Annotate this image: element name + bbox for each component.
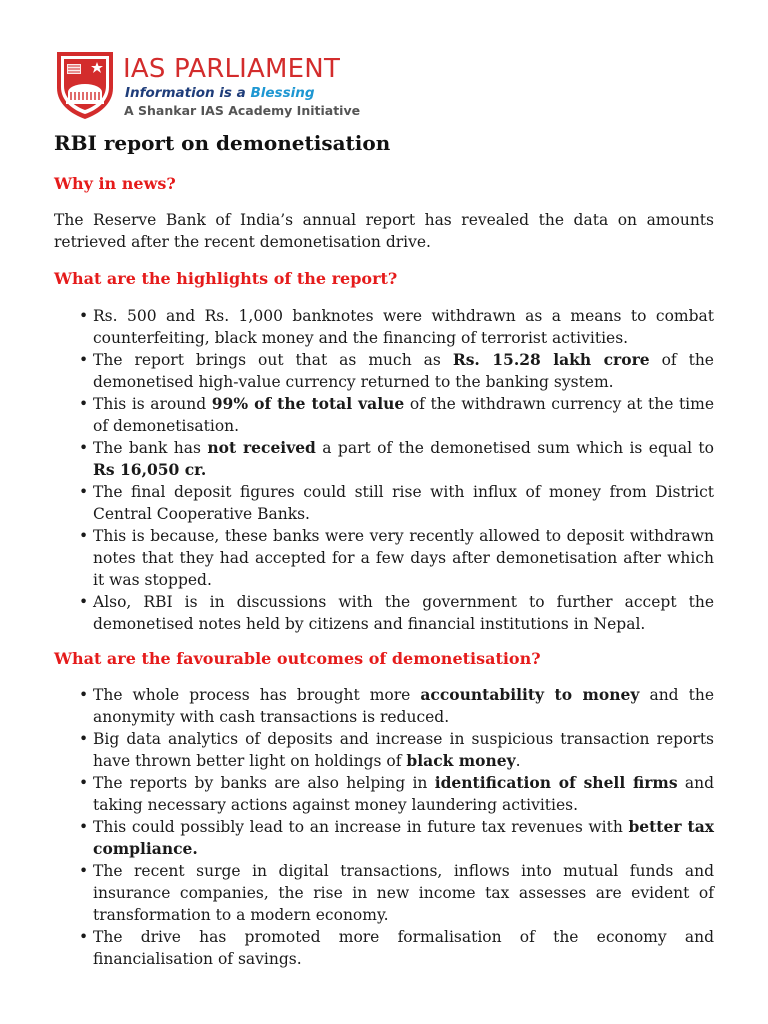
- bullet-icon: •: [79, 774, 89, 792]
- bullet-icon: •: [79, 593, 89, 611]
- list-item-text: This is because, these banks were very recently allowed to deposit withdrawn notes that they had accepted for a few days after demonetisation after which it was stopped.: [93, 527, 714, 589]
- list-item: [54, 481, 714, 525]
- list-item-emphasis: 99% of the total value: [211, 394, 405, 413]
- list-item-text: The report brings out that as much as: [93, 351, 453, 369]
- list-item-text: The bank has: [93, 439, 208, 457]
- bullet-icon: •: [79, 307, 89, 325]
- brand-initiative: A Shankar IAS Academy Initiative: [124, 103, 361, 118]
- list-item-text: This is around: [93, 395, 212, 413]
- brand-tagline: [125, 85, 315, 101]
- list-item-emphasis: Rs. 15.28 lakh crore: [452, 350, 650, 369]
- list-item: [54, 437, 714, 481]
- section-heading-highlights: What are the highlights of the report?: [54, 269, 398, 288]
- list-item-emphasis: identification of shell firms: [434, 773, 678, 792]
- bullet-icon: •: [79, 730, 89, 748]
- list-item-emphasis: not received: [207, 438, 316, 457]
- list-item-text: .: [515, 752, 521, 770]
- list-item-text: The recent surge in digital transactions, inflows into mutual funds and insurance companies, the rise in new income tax assesses are evident of transformation to a modern economy.: [93, 862, 714, 924]
- section-heading-favourable-outcomes: What are the favourable outcomes of demonetisation?: [54, 649, 541, 668]
- outcomes-list: [54, 684, 714, 970]
- list-item: [54, 305, 714, 349]
- highlights-list: [54, 305, 714, 635]
- list-item-text: and taking necessary actions against money laundering activities.: [93, 774, 714, 814]
- intro-paragraph: The Reserve Bank of India’s annual report has revealed the data on amounts retrieved after the recent demonetisation drive.: [54, 211, 714, 251]
- list-item: [54, 684, 714, 728]
- list-item-text: of the demonetised high-value currency returned to the banking system.: [93, 351, 714, 391]
- list-item: [54, 728, 714, 772]
- list-item-text: Rs. 500 and Rs. 1,000 banknotes were withdrawn as a means to combat counterfeiting, black money and the financing of terrorist activities.: [93, 307, 714, 347]
- bullet-icon: •: [79, 395, 89, 413]
- list-item-text: Also, RBI is in discussions with the government to further accept the demonetised notes held by citizens and financial institutions in Nepal.: [93, 593, 714, 633]
- list-item: [54, 860, 714, 926]
- brand-header: [53, 50, 413, 122]
- bullet-icon: •: [79, 483, 89, 501]
- list-item: [54, 525, 714, 591]
- bullet-icon: •: [79, 527, 89, 545]
- list-item-text: The reports by banks are also helping in: [93, 774, 435, 792]
- list-item-text: The drive has promoted more formalisation of the economy and financialisation of savings.: [93, 928, 714, 968]
- list-item-emphasis: accountability to money: [420, 685, 640, 704]
- list-item-text: Big data analytics of deposits and increase in suspicious transaction reports have thrown better light on holdings of: [93, 730, 714, 770]
- list-item: [54, 772, 714, 816]
- tagline-part-2: Blessing: [250, 85, 315, 101]
- bullet-icon: •: [79, 862, 89, 880]
- parliament-crest-logo: [53, 50, 117, 120]
- bullet-icon: •: [79, 818, 89, 836]
- list-item: [54, 926, 714, 970]
- brand-name: IAS PARLIAMENT: [123, 54, 341, 84]
- tagline-part-1: Information is a: [125, 85, 251, 101]
- list-item-text: and the anonymity with cash transactions is reduced.: [93, 686, 715, 726]
- list-item-emphasis: better tax compliance.: [93, 817, 714, 858]
- section-heading-why-in-news: Why in news?: [54, 174, 176, 193]
- list-item-emphasis: Rs 16,050 cr.: [93, 460, 207, 479]
- list-item: [54, 349, 714, 393]
- list-item-text: The final deposit figures could still rise with influx of money from District Central Cooperative Banks.: [93, 483, 714, 523]
- bullet-icon: •: [79, 439, 89, 457]
- article-title: RBI report on demonetisation: [54, 131, 391, 155]
- bullet-icon: •: [79, 686, 89, 704]
- bullet-icon: •: [79, 928, 89, 946]
- list-item-text: of the withdrawn currency at the time of demonetisation.: [93, 395, 715, 435]
- list-item-text: a part of the demonetised sum which is equal to: [315, 439, 714, 457]
- list-item-emphasis: black money: [406, 751, 516, 770]
- list-item-text: This could possibly lead to an increase in future tax revenues with: [93, 818, 629, 836]
- list-item: [54, 816, 714, 860]
- bullet-icon: •: [79, 351, 89, 369]
- list-item: [54, 591, 714, 635]
- list-item-text: The whole process has brought more: [93, 686, 421, 704]
- list-item: [54, 393, 714, 437]
